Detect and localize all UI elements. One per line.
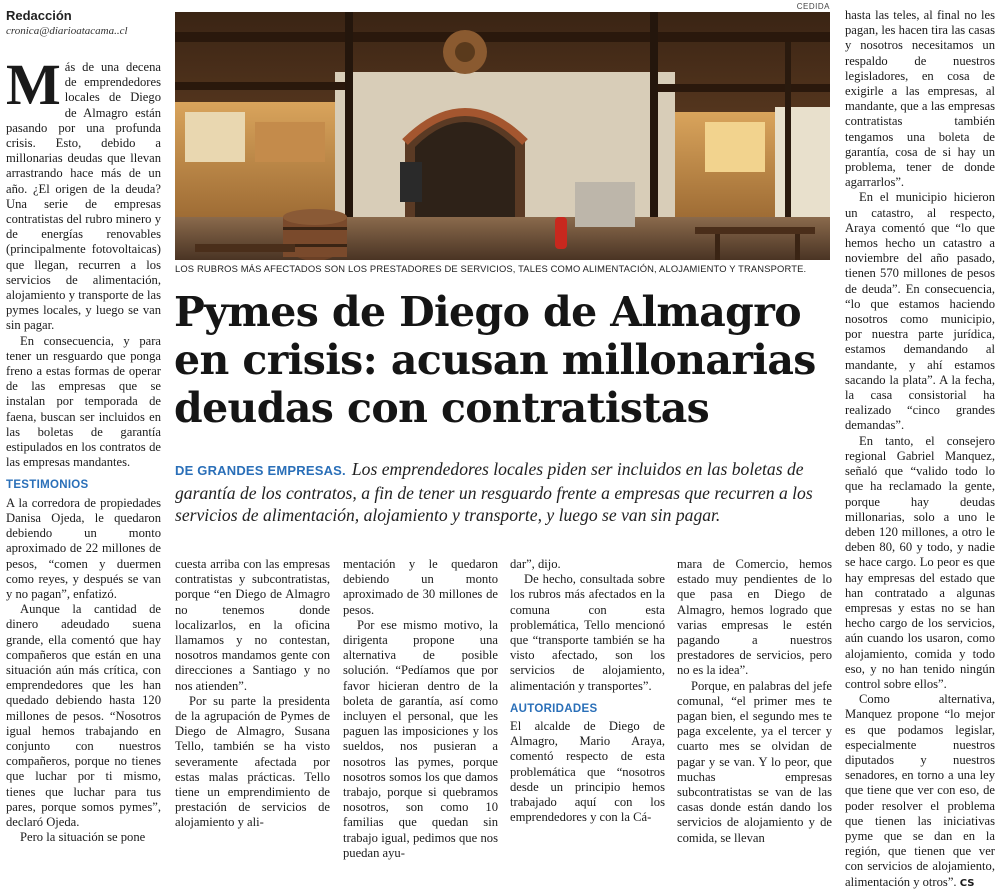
paragraph: Porque, en palabras del jefe comunal, “el primer mes te pagan bien, el segundo mes te paga excelente, ya el tercer y cuarto mes se olvidan de pagar y se van. Y lo peor, que muchas empresas subcontratistas se van de las casas donde están dando los servicios de alojamiento y de comida, se llevan (677, 678, 832, 845)
deck-text: Los emprendedores locales piden ser incluidos en las boletas de garantía de los contratos, a fin de tener un resguardo frente a empresas que recurren a los servicios de alimentación, alojamiento y transporte, y luego se van sin pagar. (175, 459, 813, 525)
article-column-1 (6, 52, 161, 845)
article-column-5 (677, 557, 832, 846)
photo-caption: LOS RUBROS MÁS AFECTADOS SON LOS PRESTADORES DE SERVICIOS, TALES COMO ALIMENTACIÓN, ALOJAMIENTO Y TRANSPORTE. (175, 263, 807, 274)
paragraph: El alcalde de Diego de Almagro, Mario Araya, comentó respecto de esta problemática que “nosotros desde un principio hemos trabajado aquí con los emprendedores y con la Cá- (510, 719, 665, 825)
author-block (6, 8, 166, 37)
paragraph: mentación y le quedaron debiendo un monto aproximado de 30 millones de pesos. (343, 557, 498, 617)
article-column-3 (343, 557, 498, 861)
paragraph: De hecho, consultada sobre los rubros más afectados en la comuna con esta problemática, Tello mencionó que “transporte también se ha visto afectado, son los servicios de alojamiento, alimentación y transportes”. (510, 572, 665, 693)
paragraph: hasta las teles, al final no les pagan, les hacen tira las casas y nosotros necesitamos un respaldo de nuestros legisladores, en cosa de exigirle a las empresas, al mandante, que a las empresas contratistas también tengamos una boleta de garantía, cosa de si hay un problema, tener de donde agarrarlos”. (845, 8, 995, 190)
subhead-testimonios: TESTIMONIOS (6, 479, 89, 492)
paragraph: A la corredora de propiedades Danisa Ojeda, le quedaron debiendo un monto aproximado de 22 millones de pesos, “comen y duermen como reyes, y después se van y no pagan”, enfatizó. (6, 495, 161, 601)
paragraph: Por ese mismo motivo, la dirigenta propone una alternativa de posible solución. “Pedíamos que por favor hicieran dentro de la boleta de garantía, así como incluyen el personal, que les paguen las imposiciones y los sueldos, nos pusieran a nosotros las pymes, porque nosotros somos los que damos trabajo, porque si quebramos nosotros, son como 10 familias que quedan sin trabajo igual, pedimos que nos puedan ayu- (343, 617, 498, 860)
paragraph: dar”, dijo. (510, 557, 561, 571)
paragraph: mara de Comercio, hemos estado muy pendientes de lo que pasa en Diego de Almagro, hemos logrado que varias empresas le estén pagando a nuestros prestadores de servicios, pero no es la idea”. (677, 557, 832, 678)
author-email: cronica@diarioatacama..cl (6, 25, 128, 37)
paragraph: Más de una decena de emprendedores locales de Diego de Almagro están pasando por una profunda crisis. Esto, debido a millonarias deudas que llevan arrastrando hace más de un año. ¿El origen de la deuda? Una serie de empresas contratistas del rubro minero y de energías renovables (principalmente fotovoltaicas) que llegan, recurren a los servicios de alimentación, alojamiento y transporte de las pymes locales, y luego se van sin pagar. (6, 52, 161, 333)
paragraph: Como alternativa, Manquez propone “lo mejor es que podamos legislar, especialmente nuestros diputados y nuestros senadores, en torno a una ley que tiene que ver con eso, de poder resolver el problema que tienen las iniciativas pyme que se dan en la región, que tienen que ver con servicios de alojamiento, alimentación y otros”. CS (845, 692, 995, 889)
paragraph: cuesta arriba con las empresas contratistas y subcontratistas, porque “en Diego de Almagro no tenemos donde localizarlos, en la oficina llamamos y no contestan, nosotros mandamos gente con direcciones a Santiago y no nos atienden”. (175, 557, 330, 693)
paragraph: En el municipio hicieron un catastro, al respecto, Araya comentó que “lo que hemos hecho un catastro a noviembre del año pasado, tienen 570 millones de pesos de deuda”. En consecuencia, “lo que estamos haciendo nosotros como municipio, por nuestra parte jurídica, estamos demandando al mandante, y ahí estamos sacando la plata”. A la fecha, la casa consistorial ha realizado “cinco grandes demandas”. (845, 190, 995, 433)
article-column-2 (175, 557, 330, 831)
deck-kicker: DE GRANDES EMPRESAS. (175, 463, 346, 478)
article-column-6 (845, 8, 995, 891)
article-column-4 (510, 557, 665, 825)
drop-cap: M (6, 52, 61, 117)
paragraph: En consecuencia, y para tener un resguardo que ponga freno a estas formas de operar de las empresas que se instalan por temporada de faena, buscan ser incluidos en las boletas de garantía estipulados en los contratos de las empresas mandantes. (6, 333, 161, 470)
headline: Pymes de Diego de Almagro en crisis: acusan millonarias deudas con contratistas (174, 288, 816, 432)
paragraph: Por su parte la presidenta de la agrupación de Pymes de Diego de Almagro, Susana Tello, también se ha visto severamente afectada por estas malas prácticas. Tello tiene un emprendimiento de prestación de servicios de alojamiento y ali- (175, 693, 330, 830)
article-photo (175, 12, 830, 260)
photo-credit: CEDIDA (796, 2, 830, 11)
restaurant-interior-image (175, 12, 830, 260)
deck (175, 458, 830, 526)
end-mark: CS (959, 877, 975, 889)
paragraph: Pero la situación se pone (20, 830, 146, 845)
paragraph: En tanto, el consejero regional Gabriel Manquez, señaló que “valido todo lo que ha reclamado la gente, porque hay deudas millonarias, solo a uno le deben 120 millones, a otro le deben 80, 60 y todo, y nadie se hace cargo. Lo peor es que hay empresas del estado que han contratado a algunas empresas y estas no se han hecho cargo de los servicios, aún cuando los usaron, como alojamiento, comida y todo eso, y no han tenido ningún control sobre ellos”. (845, 433, 995, 691)
author-name: Redacción (6, 8, 72, 23)
subhead-autoridades: AUTORIDADES (510, 702, 598, 715)
paragraph: Aunque la cantidad de dinero adeudado suena grande, ella comentó que hay compañeros que están en una situación aún más crítica, con emprendedores que les han quedado debiendo hasta 120 millones de pesos. “Nosotros igual hemos trabajando en conjunto con nuestros compañeros, porque no tienes que luchar por ti mismo, tienes que luchar para tus pares, porque somos pymes”, declaró Ojeda. (6, 602, 161, 829)
